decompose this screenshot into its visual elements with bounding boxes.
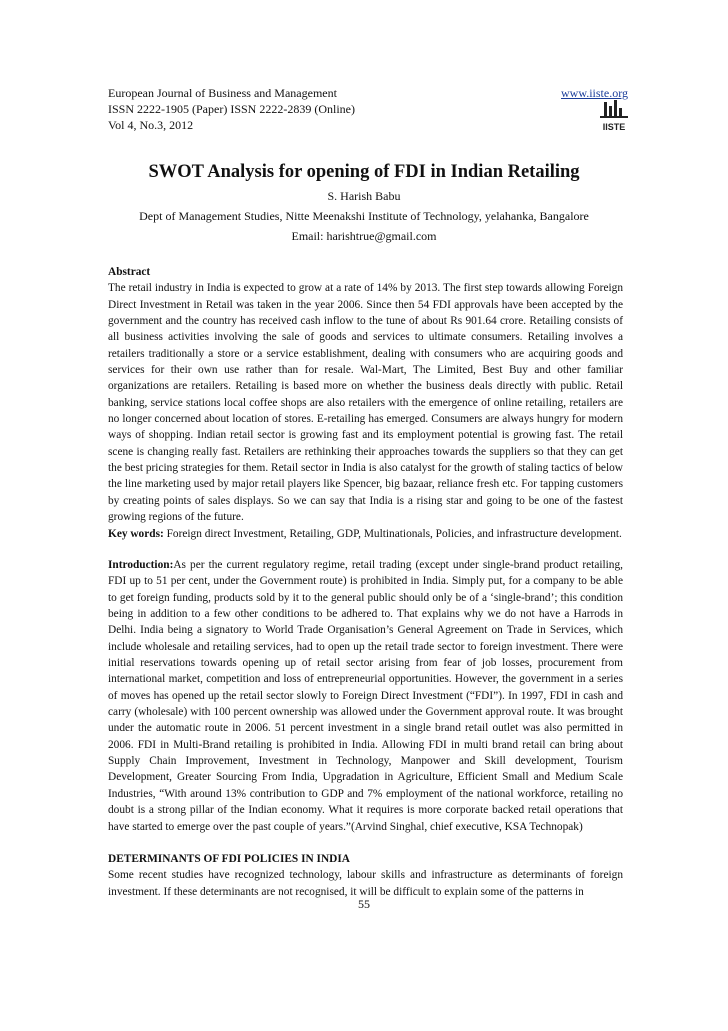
keywords-line bbox=[108, 526, 623, 542]
paper-title: SWOT Analysis for opening of FDI in Indian Retailing bbox=[148, 162, 580, 182]
author-email: Email: harishtrue@gmail.com bbox=[291, 229, 437, 243]
determinants-text: Some recent studies have recognized technology, labour skills and infrastructure as determinants of foreign investment. If these determinants are not recognised, it will be difficult to explain some of the patterns in bbox=[108, 869, 623, 898]
introduction-heading: Introduction: bbox=[108, 559, 174, 571]
journal-url-link[interactable]: www.iiste.org bbox=[561, 86, 628, 100]
logo-text: IISTE bbox=[602, 122, 626, 132]
author-name: S. Harish Babu bbox=[327, 189, 401, 203]
introduction-text: As per the current regulatory regime, retail trading (except under single-brand product retailing, FDI up to 51 per cent, under the Government route) is prohibited in India. Simply put, for a company to be able to get foreign funding, products sold by it to the general public should only be of a ‘single-brand’; this condition being in addition to a few other conditions to be adhered to. That explains why we do not have a Harrods in Delhi. India being a signatory to World Trade Organisation’s General Agreement on Trade in Services, which include wholesale and retailing services, had to open up the retail trade sector to foreign investment. There were initial reservations towards opening up of retail sector arising from fear of job losses, procurement from international market, competition and loss of entrepreneurial opportunities. However, the government in a series of moves has opened up the retail sector slowly to Foreign Direct Investment (“FDI”). In 1997, FDI in cash and carry (wholesale) with 100 percent ownership was allowed under the Government approval route. It was brought under the automatic route in 2006. 51 percent investment in a single brand retail outlet was also permitted in 2006. FDI in Multi-Brand retailing is prohibited in India. Allowing FDI in multi brand retail can bring about Supply Chain Improvement, Investment in Technology, Manpower and Skill development, Tourism Development, Greater Sourcing From India, Upgradation in Agriculture, Efficient Small and Medium Scale Industries, “With around 13% contribution to GDP and 7% employment of the national workforce, retailing no doubt is a strong pillar of the Indian economy. What it requires is more corporate backed retail operations that have started to emerge over the past couple of years.”(Arvind Singhal, chief executive, KSA Technopak) bbox=[108, 559, 623, 833]
abstract-heading: Abstract bbox=[108, 266, 151, 278]
journal-header bbox=[108, 85, 628, 133]
determinants-heading: DETERMINANTS OF FDI POLICIES IN INDIA bbox=[108, 853, 350, 865]
iiste-logo bbox=[600, 100, 628, 136]
author-affiliation: Dept of Management Studies, Nitte Meenakshi Institute of Technology, yelahanka, Bangalore bbox=[139, 209, 589, 223]
journal-issn: ISSN 2222-1905 (Paper) ISSN 2222-2839 (Online) bbox=[108, 102, 355, 116]
journal-name: European Journal of Business and Management bbox=[108, 86, 337, 100]
keywords-label: Key words: bbox=[108, 527, 164, 540]
abstract-section bbox=[108, 264, 623, 542]
page-number: 55 bbox=[358, 897, 370, 911]
introduction-section bbox=[108, 557, 623, 835]
keywords-text: Foreign direct Investment, Retailing, GDP, Multinationals, Policies, and infrastructure development. bbox=[163, 527, 622, 540]
journal-volume: Vol 4, No.3, 2012 bbox=[108, 118, 194, 132]
determinants-section bbox=[108, 851, 623, 900]
abstract-text: The retail industry in India is expected to grow at a rate of 14% by 2013. The first step towards allowing Foreign Direct Investment in Retail was taken in the year 2006. Since then 54 FDI approvals have been accepted by the government and the country has received cash inflow to the tune of about Rs 901.64 crore. Retailing consists of all business activities involving the sale of goods and services to ultimate consumers. Retailing involves a retailers traditionally a store or a service establishment, dealing with consumers who are acquiring goods and services for their own use rather than for resale. Wal-Mart, The Limited, Best Buy and other familiar organizations are retailers. Retailing is based more on whether the business deals directly with public. Retail banking, service stations local coffee shops are also retailers with the emergence of online retailing, retailers are no longer concerned about location of stores. E-retailing has emerged. Consumers are always hungry for modern ways of shopping. Indian retail sector is growing fast and its employment potential is growing fast. The retail scene is changing really fast. Retailers are rethinking their approaches towards the suppliers so that they can get the best pricing strategies for them. Retail sector in India is also catalyst for the growth of staling tactics of below the line marketing used by major retail players like Spencer, big bazaar, reliance fresh etc. For tapping customers by creating points of sales displays. So we can say that India is a rising star and going to be one of the fastest growing regions of the future. bbox=[108, 282, 623, 524]
